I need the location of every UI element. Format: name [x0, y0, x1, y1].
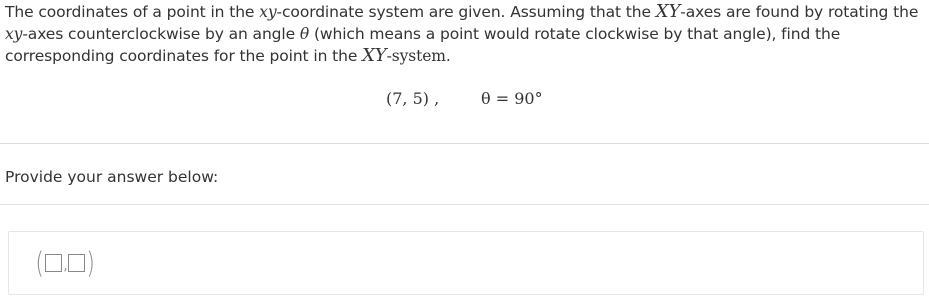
- math-system: -system: [386, 47, 446, 65]
- answer-prompt: Provide your answer below:: [5, 168, 219, 186]
- question-part-3: -axes are found by rotating the: [680, 3, 919, 21]
- given-angle: θ = 90°: [481, 89, 543, 108]
- math-XY: XY: [362, 45, 387, 66]
- math-theta: θ: [299, 25, 310, 43]
- given-values: [0, 89, 929, 113]
- x-coordinate-input[interactable]: [45, 254, 62, 272]
- section-divider: [0, 143, 929, 144]
- given-point: (7, 5) ,: [386, 89, 440, 108]
- question-part-2: -coordinate system are given. Assuming that the: [276, 3, 656, 21]
- math-xy: xy: [5, 25, 23, 43]
- close-paren: ): [86, 246, 96, 280]
- section-divider: [0, 204, 929, 205]
- math-xy: xy: [259, 3, 277, 21]
- answer-input-area: [8, 231, 924, 295]
- question-part-1: The coordinates of a point in the: [5, 3, 260, 21]
- math-XY: XY: [655, 1, 681, 22]
- y-coordinate-input[interactable]: [68, 254, 85, 272]
- question-part-4: -axes counterclockwise by an angle: [22, 25, 300, 43]
- comma-separator: ,: [63, 258, 68, 274]
- question-part-5: (which means a point would rotate clockwise by that angle), find the corresponding coordinates for the point in the: [5, 25, 841, 65]
- question-text: [5, 1, 925, 67]
- coordinate-pair-input: [34, 248, 97, 278]
- open-paren: (: [35, 246, 44, 280]
- question-period: .: [445, 47, 451, 65]
